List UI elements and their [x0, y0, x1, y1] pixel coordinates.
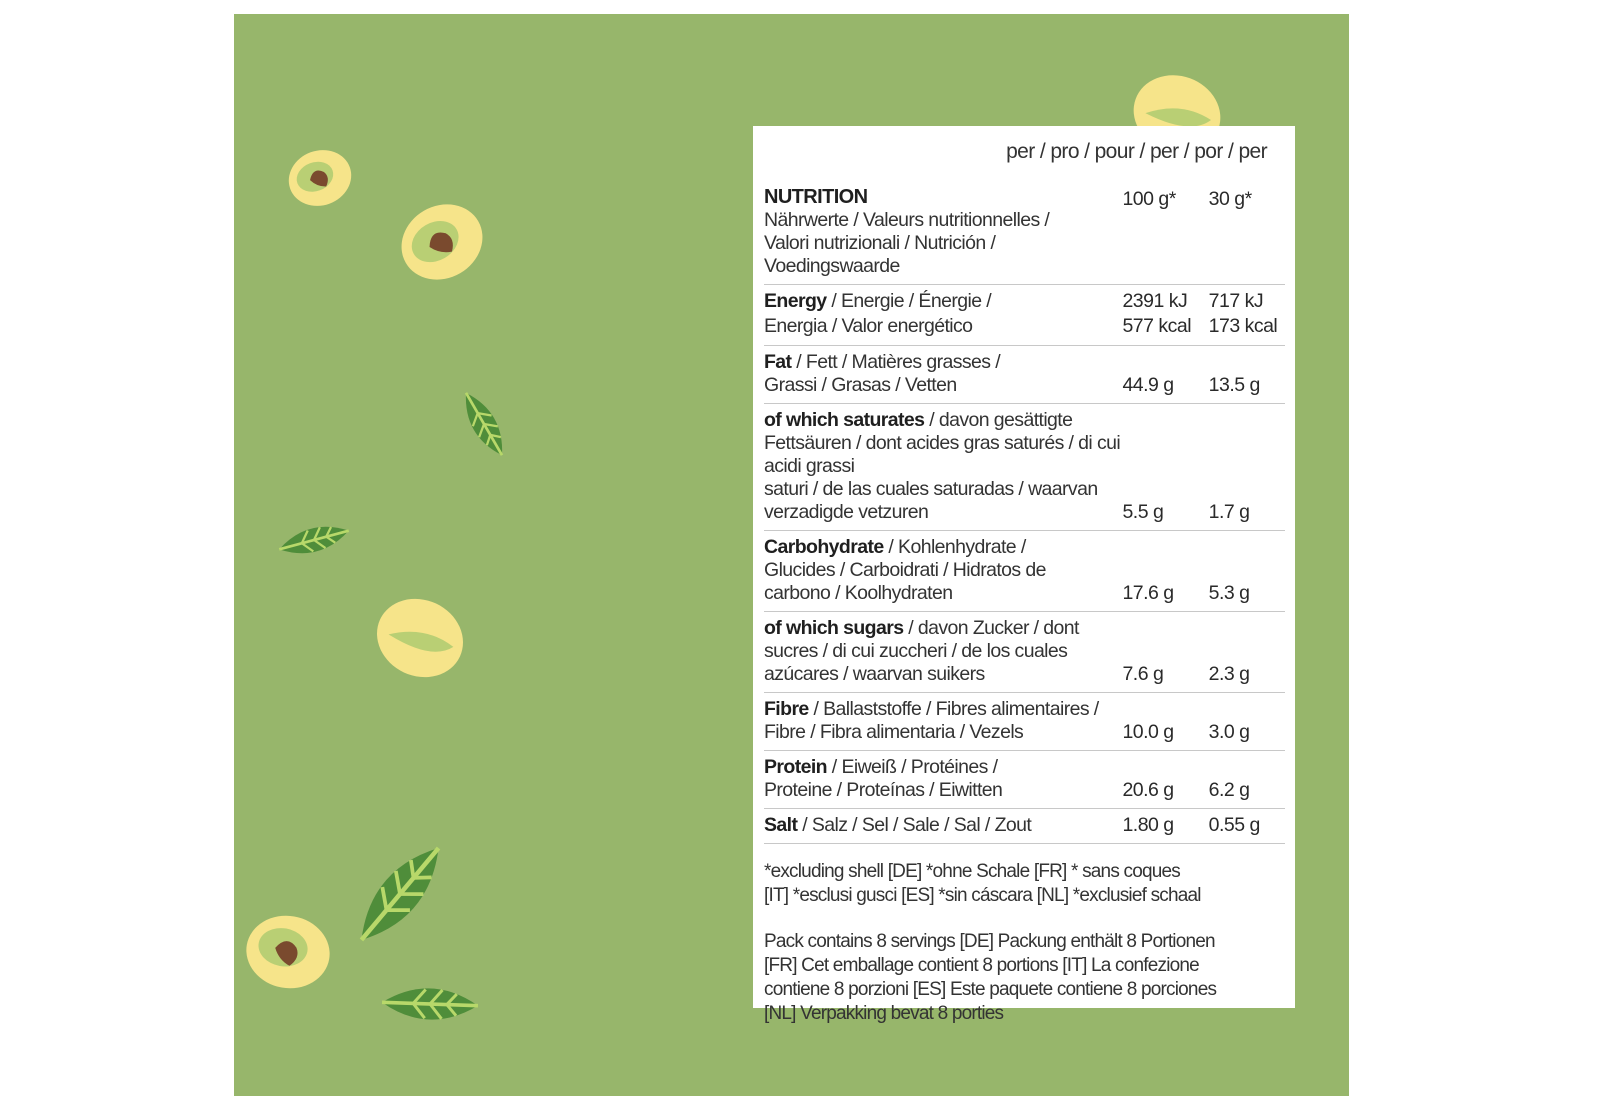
per-header: per / pro / pour / per / por / per: [1006, 140, 1267, 163]
value-per-100g: 17.6 g: [1122, 582, 1174, 604]
value-per-100g: 20.6 g: [1122, 779, 1174, 801]
energy-kj-100g: 2391 kJ: [1122, 290, 1188, 312]
table-row-saturates: [764, 404, 1285, 531]
value-per-30g: 1.7 g: [1208, 501, 1250, 523]
row-label-text: carbono / Koolhydraten: [764, 582, 953, 604]
row-label-text: / Fett / Matières grasses /: [791, 351, 1001, 373]
table-row-fat: [764, 346, 1285, 404]
value-per-100g: [1122, 289, 1208, 339]
row-label-text: Grassi / Grasas / Vetten: [764, 374, 957, 396]
row-label: [764, 351, 1122, 397]
row-label: [764, 814, 1122, 837]
row-label-bold: of which sugars: [764, 617, 904, 639]
value-per-100g: 10.0 g: [1122, 721, 1174, 743]
row-label-text: / Eiweiß / Protéines /: [826, 756, 998, 778]
value-per-30g: [1209, 289, 1285, 339]
row-label-bold: Energy: [764, 290, 827, 312]
row-label-text: saturi / de las cuales saturadas / waarvan: [764, 478, 1098, 500]
footnote-line: contiene 8 porzioni [ES] Este paquete contiene 8 porciones: [764, 979, 1217, 1000]
table-row-protein: [764, 751, 1285, 809]
header-subtitle-line-2: Valori nutrizionali / Nutrición / Voedingswaarde: [764, 232, 996, 277]
value-per-30g: 2.3 g: [1208, 663, 1250, 685]
nutrition-table-card: [753, 126, 1295, 1024]
row-label-bold: Carbohydrate: [764, 536, 884, 558]
footnote-line: Pack contains 8 servings [DE] Packung enthält 8 Portionen: [764, 931, 1215, 952]
row-label-text: / Salz / Sel / Sale / Sal / Zout: [797, 814, 1032, 836]
value-per-30g: 0.55 g: [1208, 814, 1260, 836]
row-label-text: Fettsäuren / dont acides gras saturés / di cui acidi grassi: [764, 432, 1121, 477]
row-label-text: / davon Zucker / dont: [903, 617, 1079, 639]
footnote-line: [FR] Cet emballage contient 8 portions [IT] La confezione: [764, 955, 1199, 976]
value-per-100g: 7.6 g: [1122, 663, 1164, 685]
row-label-text: sucres / di cui zuccheri / de los cuales: [764, 640, 1068, 662]
row-label: [764, 536, 1122, 605]
row-label-text: verzadigde vetzuren: [764, 501, 929, 523]
value-per-30g: 6.2 g: [1208, 779, 1250, 801]
table-row-energy: [764, 285, 1285, 346]
row-label-text: Fibre / Fibra alimentaria / Vezels: [764, 721, 1024, 743]
row-label: [764, 756, 1122, 802]
footnote-servings: [764, 930, 1285, 1026]
row-label-text: Proteine / Proteínas / Eiwitten: [764, 779, 1003, 801]
footnote-line: [NL] Verpakking bevat 8 porties: [764, 1003, 1004, 1024]
table-header-row: [764, 186, 1285, 285]
value-per-100g: 1.80 g: [1122, 814, 1174, 836]
table-row-sugars: [764, 612, 1285, 693]
label-background: [234, 14, 1349, 1096]
row-label: [764, 698, 1122, 744]
table-row-carbohydrate: [764, 531, 1285, 612]
column-header-100g: 100 g*: [1122, 188, 1176, 210]
per-header-row: [764, 126, 1285, 186]
value-per-30g: 3.0 g: [1208, 721, 1250, 743]
row-label-text: Energia / Valor energético: [764, 315, 973, 337]
header-subtitle-line-1: Nährwerte / Valeurs nutritionnelles /: [764, 209, 1050, 231]
value-per-100g: 5.5 g: [1122, 501, 1164, 523]
footnote-line: [IT] *esclusi gusci [ES] *sin cáscara [NL] *exclusief schaal: [764, 885, 1201, 906]
row-label-text: / Ballaststoffe / Fibres alimentaires /: [808, 698, 1099, 720]
row-label-text: / Energie / Énergie /: [826, 290, 992, 312]
value-per-30g: 13.5 g: [1208, 374, 1260, 396]
energy-kcal-100g: 577 kcal: [1122, 315, 1192, 337]
row-label-bold: Salt: [764, 814, 798, 836]
energy-kcal-30g: 173 kcal: [1208, 315, 1278, 337]
header-label: [764, 186, 1122, 278]
energy-kj-30g: 717 kJ: [1208, 290, 1264, 312]
value-per-100g: 44.9 g: [1122, 374, 1174, 396]
row-label: [764, 289, 1122, 339]
table-row-fibre: [764, 693, 1285, 751]
row-label-text: / davon gesättigte: [924, 409, 1073, 431]
value-per-30g: 5.3 g: [1208, 582, 1250, 604]
row-label-text: Glucides / Carboidrati / Hidratos de: [764, 559, 1046, 581]
footnote-line: *excluding shell [DE] *ohne Schale [FR] * sans coques: [764, 861, 1180, 882]
row-label-bold: Protein: [764, 756, 827, 778]
row-label-text: / Kohlenhydrate /: [883, 536, 1026, 558]
row-label: [764, 617, 1122, 686]
row-label-bold: of which saturates: [764, 409, 925, 431]
column-header-30g: 30 g*: [1208, 188, 1252, 210]
nutrition-title: NUTRITION: [764, 186, 868, 208]
row-label-bold: Fat: [764, 351, 792, 373]
row-label-text: azúcares / waarvan suikers: [764, 663, 985, 685]
footnote-excluding-shell: [764, 860, 1285, 908]
table-row-salt: [764, 809, 1285, 844]
row-label: [764, 409, 1122, 524]
row-label-bold: Fibre: [764, 698, 809, 720]
